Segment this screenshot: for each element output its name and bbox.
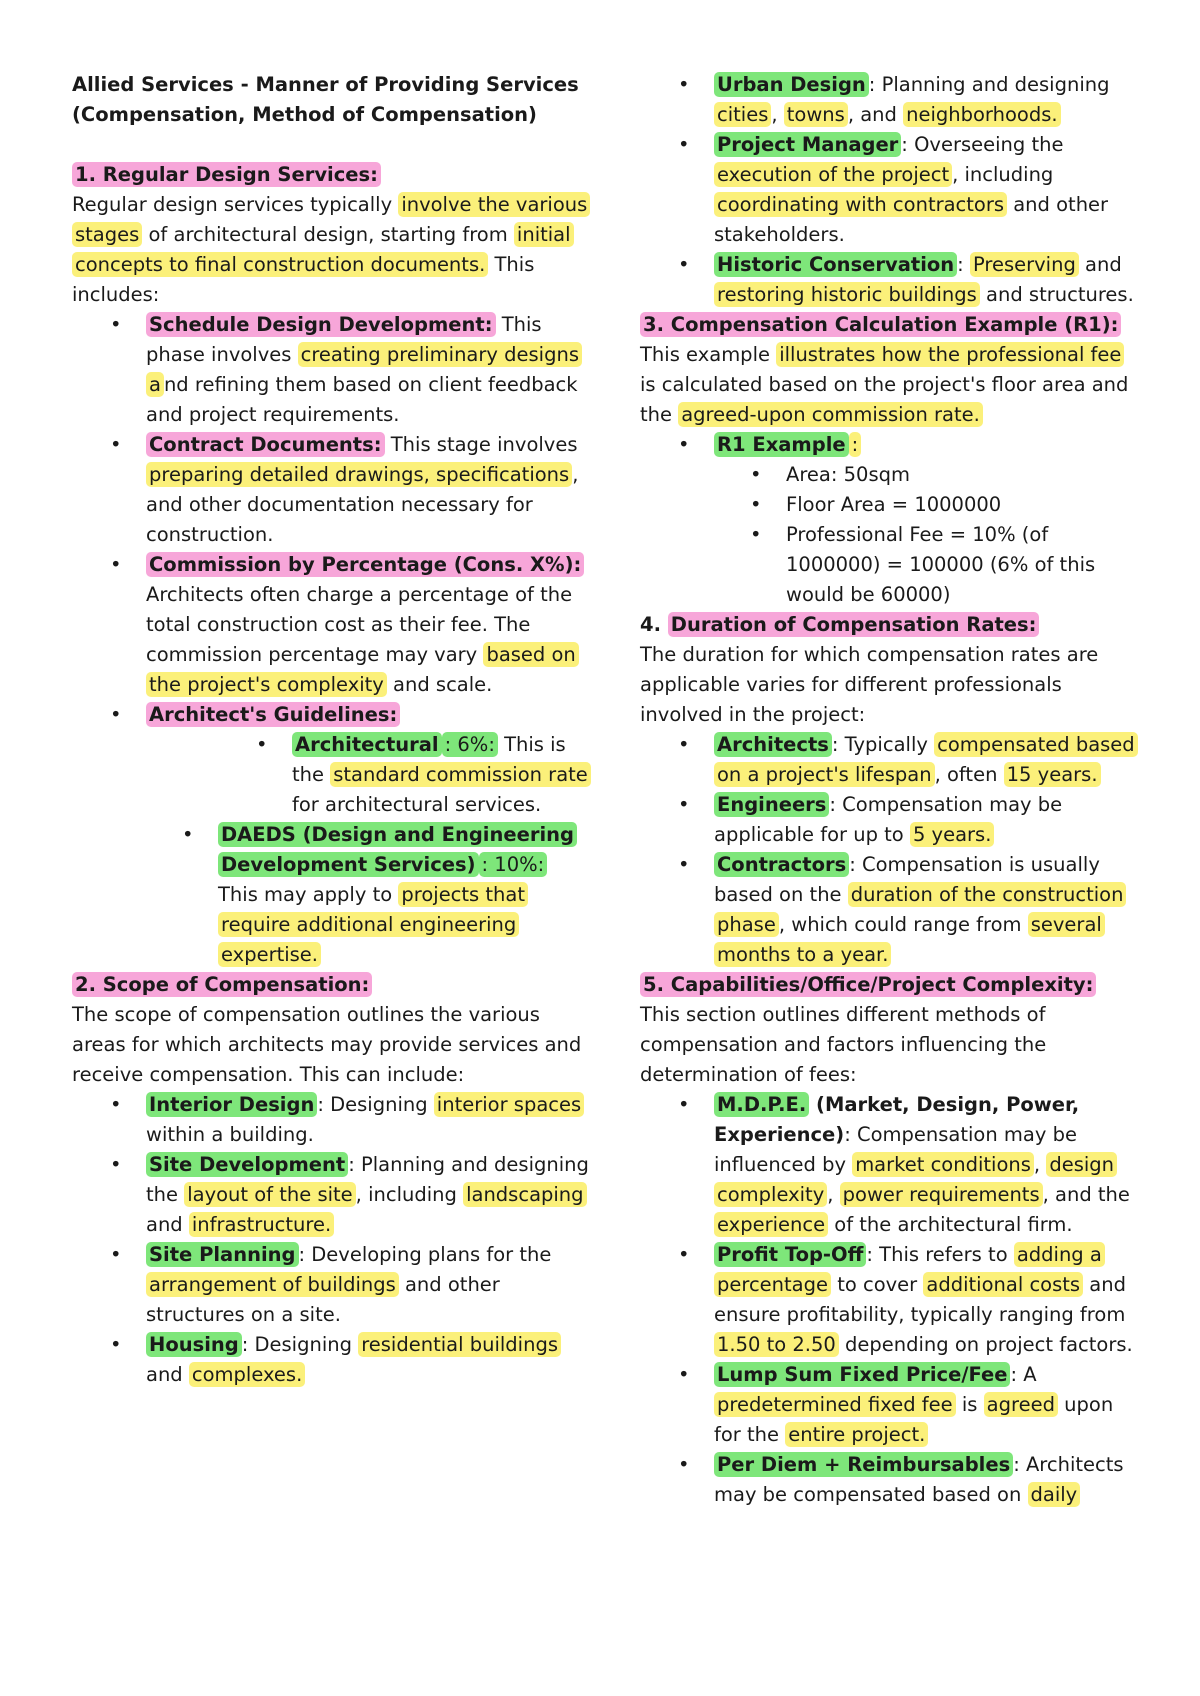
section-4-list [640,730,1140,970]
list-item: • Housing : Designing residential buildings and complexes. [72,1330,592,1390]
guidelines-list [146,730,592,970]
section-5-list [640,1090,1140,1510]
section-4-heading: 4. Duration of Compensation Rates: [640,610,1140,640]
section-4-intro: The duration for which compensation rates are applicable varies for different professionals involved in the project: [640,643,1099,726]
list-item: • M.D.P.E. (Market, Design, Power, Experience): Compensation may be influenced by market conditions , design complexity , power requirements , and the experience of the architectural firm. [640,1090,1140,1240]
section-1-intro: Regular design services typically involve the various stages of architectural design, starting from initial concepts to final construction documents. This includes: [72,190,592,310]
section-3-intro: This example illustrates how the professional fee is calculated based on the project's floor area and the agreed-upon commission rate. [640,343,1129,426]
list-item: • Site Development : Planning and designing the layout of the site , including landscaping and infrastructure. [72,1150,592,1240]
list-item: • Professional Fee = 10% (of 1000000) = 100000 (6% of this would be 60000) [640,520,1140,610]
section-3-list [640,430,1140,610]
list-item: • Area: 50sqm [640,460,1140,490]
list-item: • Architectural : 6%: This is the standard commission rate for architectural services. [72,730,592,820]
list-item: • Lump Sum Fixed Price/Fee : A predetermined fixed fee is agreed upon for the entire project. [640,1360,1140,1450]
section-5-intro: This section outlines different methods of compensation and factors influencing the determination of fees: [640,1003,1047,1086]
section-2-intro: The scope of compensation outlines the various areas for which architects may provide services and receive compensation. This can include: [72,1003,582,1086]
section-3-heading: 3. Compensation Calculation Example (R1): [640,310,1140,340]
document-title: Allied Services - Manner of Providing Services (Compensation, Method of Compensation) [72,73,579,126]
section-5-heading: 5. Capabilities/Office/Project Complexity: [640,970,1140,1000]
list-item: • Project Manager : Overseeing the execution of the project , including coordinating with contractors and other stakeholders. [640,130,1140,250]
list-item: • R1 Example : • Area: 50sqm • Floor Area = 1000000 • Professional Fee = 10% (of 1000000) = 100000 (6% of this would be 60000) [640,430,1140,610]
section-2-list [72,1090,592,1390]
list-item: • Commission by Percentage (Cons. X%): Architects often charge a percentage of the total construction cost as their fee. The commission percentage may vary based on the project's complexity and scale. [72,550,592,700]
list-item: • Historic Conservation : Preserving and restoring historic buildings and structures. [640,250,1140,310]
right-column [640,70,1140,1510]
list-item: • Architect's Guidelines: • Architectural : 6%: This is the standard commission rate for architectural services. • DAEDS (Design and Engineering Development Services) : 10%: This may apply to projects that require additional engineering expertise. [72,700,592,970]
left-column [72,70,592,1390]
list-item: • Schedule Design Development: This phase involves creating preliminary designs a nd refining them based on client feedback and project requirements. [72,310,592,430]
section-1-heading: 1. Regular Design Services: [72,160,592,190]
list-item: • Profit Top-Off : This refers to adding a percentage to cover additional costs and ensure profitability, typically ranging from 1.50 to 2.50 depending on project factors. [640,1240,1140,1360]
list-item: • Urban Design : Planning and designing cities , towns , and neighborhoods. [640,70,1140,130]
list-item: • Floor Area = 1000000 [640,490,1140,520]
list-item: • Architects : Typically compensated based on a project's lifespan , often 15 years. [640,730,1140,790]
list-item: • Contractors : Compensation is usually based on the duration of the construction phase , which could range from several months to a year. [640,850,1140,970]
section-2-heading: 2. Scope of Compensation: [72,970,592,1000]
list-item: • Engineers : Compensation may be applicable for up to 5 years. [640,790,1140,850]
r1-example-list [714,460,1140,610]
list-item: • DAEDS (Design and Engineering Development Services) : 10%: This may apply to projects that require additional engineering expertise. [72,820,592,970]
list-item: • Contract Documents: This stage involves preparing detailed drawings, specifications , and other documentation necessary for construction. [72,430,592,550]
list-item: • Interior Design : Designing interior spaces within a building. [72,1090,592,1150]
list-item: • Per Diem + Reimbursables : Architects may be compensated based on daily [640,1450,1140,1510]
scope-list-continued [640,70,1140,310]
section-1-list [72,310,592,970]
list-item: • Site Planning : Developing plans for the arrangement of buildings and other structures on a site. [72,1240,592,1330]
